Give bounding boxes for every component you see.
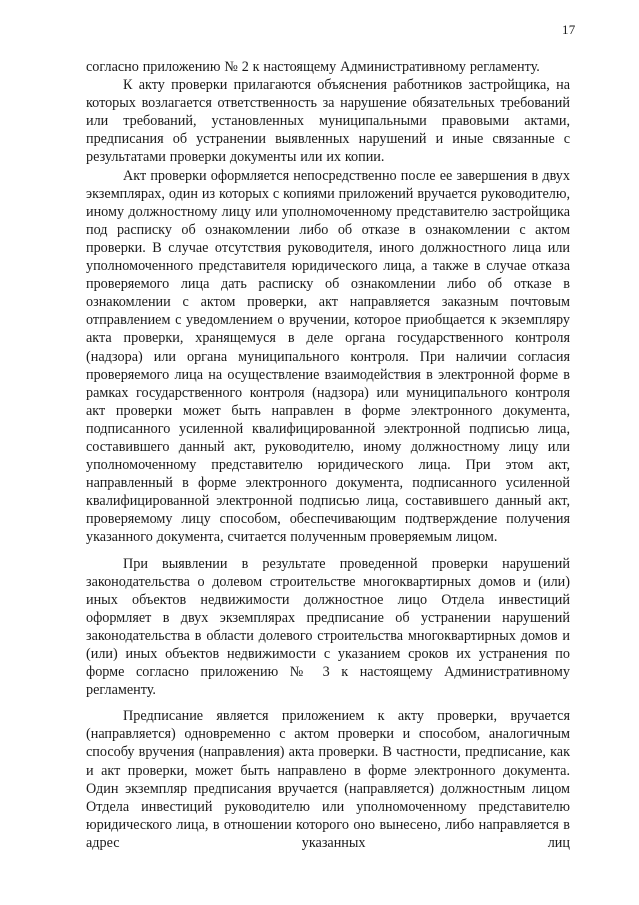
page-number: 17 xyxy=(562,22,576,37)
paragraph-attachments: К акту проверки прилагаются объяснения работников застройщика, на которых возлагается ответственность за нарушение обязательных требований или требований, установленных муниципальными правовыми актами, предписания об устранении выявленных нарушений и иные связанные с результатами проверки документы или их копии. xyxy=(86,77,570,166)
document-body xyxy=(86,58,570,852)
paragraph-continuation: согласно приложению № 2 к настоящему Административному регламенту. xyxy=(86,59,540,75)
paragraph-violations-order: При выявлении в результате проведенной проверки нарушений законодательства о долевом строительстве многоквартирных домов и (или) иных объектов недвижимости должностное лицо Отдела инвестиций оформляет в двух экземплярах предписание об устранении нарушений законодательства в области долевого строительства многоквартирных домов и (или) иных объектов недвижимости с указанием сроков их устранения по форме согласно приложению № 3 к настоящему Административному регламенту. xyxy=(86,555,570,699)
paragraph-act-preparation: Акт проверки оформляется непосредственно после ее завершения в двух экземплярах, один из которых с копиями приложений вручается руководителю, иному должностному лицу или уполномоченному представителю застройщика под расписку об ознакомлении либо об отказе в ознакомлении с актом проверки. В случае отсутствия руководителя, иного должностного лица или уполномоченного представителя юридического лица, а также в случае отказа проверяемого лица дать расписку об ознакомлении либо об отказе в ознакомлении с актом проверки, акт направляется заказным почтовым отправлением с уведомлением о вручении, которое приобщается к экземпляру акта проверки, хранящемуся в деле органа государственного контроля (надзора) или органа муниципального контроля. При наличии согласия проверяемого лица на осуществление взаимодействия в электронной форме в рамках государственного контроля (надзора) или муниципального контроля акт проверки может быть направлен в форме электронного документа, подписанного усиленной квалифицированной электронной подписью лица, составившего данный акт, руководителю, иному должностному лицу или уполномоченному представителю юридического лица. При этом акт, направленный в форме электронного документа, подписанного усиленной квалифицированной электронной подписью лица, составившего данный акт, проверяемому лицу способом, обеспечивающим подтверждение получения указанного документа, считается полученным проверяемым лицом. xyxy=(86,167,570,546)
paragraph-order-delivery: Предписание является приложением к акту проверки, вручается (направляется) одновременно с актом проверки и способом, аналогичным способу вручения (направления) акта проверки. В частности, предписание, как и акт проверки, может быть направлено в форме электронного документа. Один экземпляр предписания вручается (направляется) должностным лицом Отдела инвестиций руководителю или уполномоченному представителю юридического лица, в отношении которого оно вынесено, либо направляется в адрес указанных лиц xyxy=(86,708,570,851)
